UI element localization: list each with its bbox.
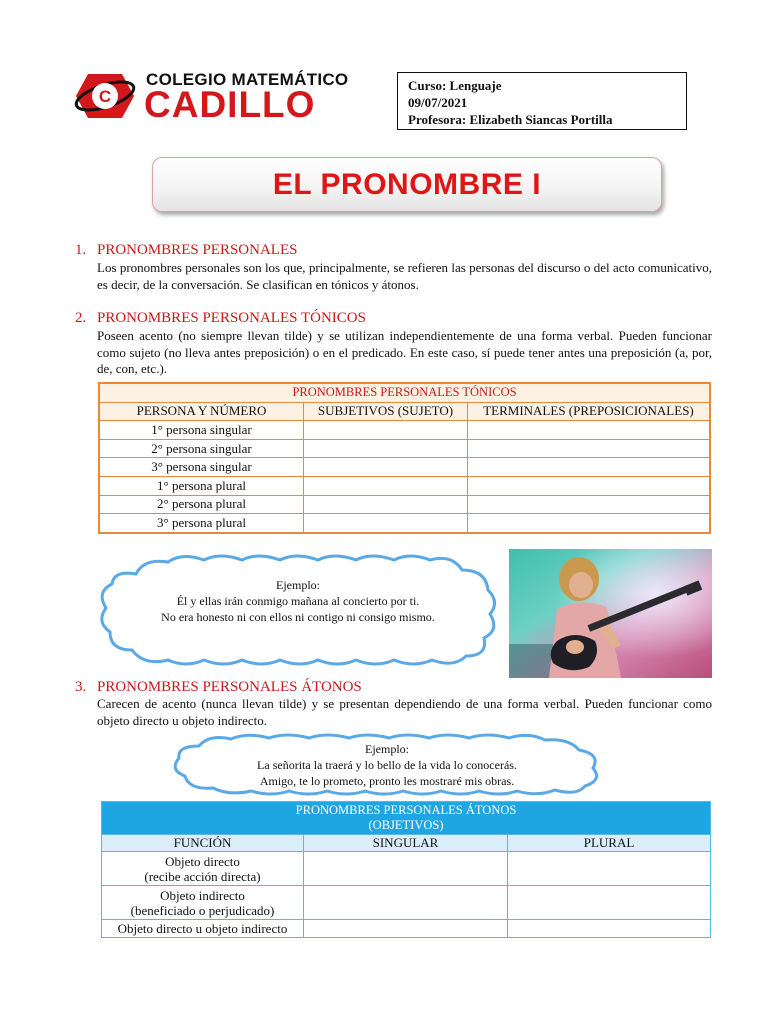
guitarist-photo <box>509 549 712 678</box>
person-cell: 3° persona plural <box>99 514 304 533</box>
logo-school-name: CADILLO <box>144 84 316 125</box>
section-2-number: 2. <box>75 310 87 326</box>
person-cell: 2° persona singular <box>99 439 304 458</box>
atonic-col-function: FUNCIÓN <box>102 835 304 852</box>
function-note: (recibe acción directa) <box>144 868 261 884</box>
tonic-pronouns-table <box>98 382 711 534</box>
subject-cell[interactable] <box>304 476 468 495</box>
function-cell <box>102 852 304 886</box>
tonic-col-terminal: TERMINALES (PREPOSICIONALES) <box>468 402 711 421</box>
terminal-cell[interactable] <box>468 514 711 533</box>
title-banner <box>152 157 662 212</box>
terminal-cell[interactable] <box>468 421 711 440</box>
table-row <box>99 421 710 440</box>
subject-cell[interactable] <box>304 458 468 477</box>
subject-cell[interactable] <box>304 514 468 533</box>
atonic-col-singular: SINGULAR <box>304 835 508 852</box>
tonic-table-caption: PRONOMBRES PERSONALES TÓNICOS <box>99 383 710 402</box>
table-row <box>99 439 710 458</box>
table-row <box>99 458 710 477</box>
example-2-line-1: La señorita la traerá y lo bello de la vida lo conocerás. <box>257 758 517 772</box>
tonic-col-person: PERSONA Y NÚMERO <box>99 402 304 421</box>
course-label: Curso: Lenguaje <box>408 78 502 93</box>
terminal-cell[interactable] <box>468 495 711 514</box>
teacher-label: Profesora: Elizabeth Siancas Portilla <box>408 112 613 127</box>
plural-cell[interactable] <box>508 920 711 938</box>
atonic-col-plural: PLURAL <box>508 835 711 852</box>
singular-cell[interactable] <box>304 852 508 886</box>
section-2-text: Poseen acento (no siempre llevan tilde) y se utilizan independientemente de una forma verbal. Pueden funcionar como sujeto (no lleva antes preposición) o en el predicado. En este caso, sí puede tener antes una preposición (a, por, de, con, etc.). <box>97 328 712 376</box>
logo-school-type: COLEGIO MATEMÁTICO <box>146 70 349 89</box>
subject-cell[interactable] <box>304 421 468 440</box>
tonic-col-subject: SUBJETIVOS (SUJETO) <box>304 402 468 421</box>
function-name: Objeto directo <box>165 853 240 869</box>
example-1-line-1: Él y ellas irán conmigo mañana al concierto por ti. <box>176 594 420 608</box>
terminal-cell[interactable] <box>468 476 711 495</box>
table-row <box>102 886 711 920</box>
function-cell <box>102 886 304 920</box>
table-row <box>102 852 711 886</box>
function-cell: Objeto directo u objeto indirecto <box>102 920 304 938</box>
person-cell: 1° persona plural <box>99 476 304 495</box>
atonic-caption-line-1: PRONOMBRES PERSONALES ÁTONOS <box>295 803 517 817</box>
person-cell: 2° persona plural <box>99 495 304 514</box>
section-3-title: PRONOMBRES PERSONALES ÁTONOS <box>97 679 362 695</box>
date-label: 09/07/2021 <box>408 95 468 110</box>
person-cell: 1° persona singular <box>99 421 304 440</box>
example-1-label: Ejemplo: <box>276 578 320 592</box>
example-2-label: Ejemplo: <box>365 742 409 756</box>
table-row <box>99 495 710 514</box>
subject-cell[interactable] <box>304 439 468 458</box>
atonic-caption-line-2: (OBJETIVOS) <box>368 818 444 832</box>
section-1-title: PRONOMBRES PERSONALES <box>97 242 298 258</box>
section-1-heading <box>75 242 297 259</box>
table-row <box>99 514 710 533</box>
section-3-number: 3. <box>75 679 87 695</box>
section-3-text: Carecen de acento (nunca llevan tilde) y se presentan dependiendo de una forma verbal. Pueden funcionar como objeto directo u objeto indirecto. <box>97 696 712 728</box>
example-1-line-2: No era honesto ni con ellos ni contigo ni consigo mismo. <box>161 610 435 624</box>
subject-cell[interactable] <box>304 495 468 514</box>
course-info-box <box>397 72 687 130</box>
plural-cell[interactable] <box>508 886 711 920</box>
table-row <box>102 920 711 938</box>
terminal-cell[interactable] <box>468 458 711 477</box>
person-cell: 3° persona singular <box>99 458 304 477</box>
svg-text:C: C <box>98 87 112 106</box>
plural-cell[interactable] <box>508 852 711 886</box>
section-2-heading <box>75 310 366 327</box>
example-1-text <box>120 577 476 625</box>
section-3-heading <box>75 679 362 696</box>
singular-cell[interactable] <box>304 886 508 920</box>
atonic-pronouns-table <box>101 801 711 938</box>
section-2-title: PRONOMBRES PERSONALES TÓNICOS <box>97 310 366 326</box>
logo-emblem-icon <box>74 70 136 122</box>
example-2-line-2: Amigo, te lo prometo, pronto les mostraré mis obras. <box>259 774 515 788</box>
school-logo <box>74 68 349 125</box>
function-note: (beneficiado o perjudicado) <box>130 902 275 918</box>
example-2-text <box>209 741 565 789</box>
singular-cell[interactable] <box>304 920 508 938</box>
table-row <box>99 476 710 495</box>
terminal-cell[interactable] <box>468 439 711 458</box>
section-1-text: Los pronombres personales son los que, principalmente, se refieren las personas del discurso o del acto comunicativo, es decir, de la conversación. Se clasifican en tónicos y átonos. <box>97 260 712 292</box>
atonic-table-caption <box>102 802 711 835</box>
page-title: EL PRONOMBRE I <box>272 168 542 201</box>
section-1-number: 1. <box>75 242 87 258</box>
function-name: Objeto indirecto <box>160 887 245 903</box>
